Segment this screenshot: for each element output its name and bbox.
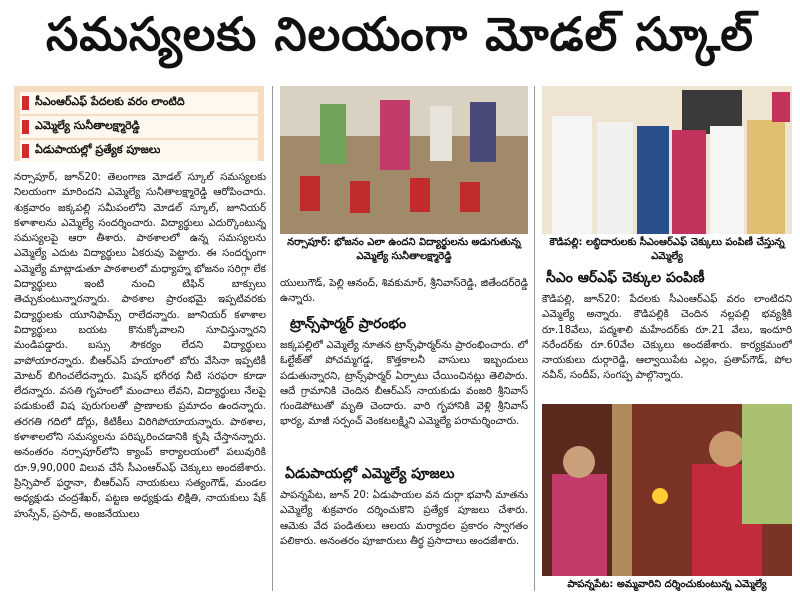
article-continuation-text: యులుగౌడ్, పెల్లి ఆనంద్, శివకుమార్, శ్రీనివాస్‌రెడ్డి, జితేందర్‌రెడ్డి ఉన్నారు. xyxy=(280,278,528,305)
cmrf-article xyxy=(542,292,792,400)
photo-students-caption: నర్సాపూర్: భోజనం ఎలా ఉందని విద్యార్థులను అడుగుతున్న ఎమ్మెల్యే సునీతాలక్ష్మారెడ్డి xyxy=(287,237,521,262)
photo-cheques-image xyxy=(542,86,792,234)
transformer-article xyxy=(280,338,528,458)
highlight-text: ఏడుపాయల్లో ప్రత్యేక పూజలు xyxy=(35,143,161,156)
column-divider xyxy=(272,86,273,591)
photo-students xyxy=(280,86,528,234)
highlight-text: ఎమ్మెల్యే సునీతాలక్ష్మారెడ్డి xyxy=(35,119,140,132)
cmrf-heading: సీఎం ఆర్ఎఫ్ చెక్కుల పంపిణీ xyxy=(546,270,705,286)
photo-cheques-caption: కౌడిపల్లి: లబ్ధిదారులకు సీఎంఆర్ఎఫ్ చెక్కులు పంపిణీ చేస్తున్న ఎమ్మెల్యే xyxy=(549,237,785,262)
article-main-text: నర్సాపూర్, జూన్20: తెలంగాణ మోడల్ స్కూల్ సమస్యలకు నిలయంగా మారిందని ఎమ్మెల్యే సునీతాలక్ష్మారెడ్డి ఆరోపించారు. శుక్రవారం జక్కపల్లి సమీపంలోని మోడల్ స్కూల్, జూనియర్ కళాశాలను ఎమ్మెల్యే సందర్శించారు. విద్యార్థులు ఎదుర్కొంటున్న సమస్యలపై ఆరా తీశారు. పాఠశాలలో ఉన్న సమస్యలను ఎమ్మెల్యే ఎదుట విద్యార్థులు ఏకరువు పెట్టారు. ఈ సందర్భంగా ఎమ్మెల్యే మాట్లాడుతూ పాఠశాలలో మధ్యాహ్న భోజనం సరిగ్గా లేక విద్యార్థులు ఇంటి నుంచి టిఫిన్ బాక్సులు తెచ్చుకుంటున్నారన్నారు. పాఠశాల ప్రారంభమై ఇప్పటివరకు విద్యార్థులకు యూనిఫామ్స్ రాలేదన్నారు. జూనియర్ కళాశాల విద్యార్థులు బయట కొనుక్కోవాలని సూచిస్తున్నారని మండిపడ్డారు. బస్సు సౌకర్యం లేదని విద్యార్థులు వాపోయారన్నారు. బీఆర్ఎస్ హయాంలో బోరు వేసినా ఇప్పటికీ మోటర్ బిగించలేదన్నారు. మిషన్ భగీరథ నీటి సరఫరా కూడా లేదన్నారు. వసతి గృహంలో మంచాలు లేవని, విద్యార్థులు నేలపై పడుకుంటే విష పురుగులతో ప్రాణాలకు ప్రమాదం ఉందన్నారు. తరగతి గదిలో డోర్లు, కిటికీలు విరిగిపోయాయన్నారు. పాఠశాల, కళాశాలలోని సమస్యలను పరిష్కరించడానికి కృషి చేస్తానన్నారు. అనంతరం నర్సాపూర్‌లోని క్యాంప్ కార్యాలయంలో పలువురికి రూ.9,90,000 విలువ చేసే సీఎంఆర్ఎఫ్ చెక్కులు అందజేశారు. ప్రిన్సిపాల్ ఫర్హానా, బీఆర్ఎస్ నాయకులు సత్యంగౌడ్, మండల అధ్యక్షుడు చంద్రశేఖర్, పట్టణ అధ్యక్షుడు లిక్షితి, నాయకులు షేక్ హుస్సేన్, ప్రసాద్, అంజనేయులు xyxy=(14,172,266,520)
article-continuation xyxy=(280,276,528,308)
transformer-heading: ట్రాన్స్‌ఫార్మర్ ప్రారంభం xyxy=(290,316,407,332)
photo-temple xyxy=(542,404,792,576)
highlight-item xyxy=(20,116,258,138)
photo-temple-caption: పాపన్నపేట: అమ్మవారిని దర్శించుకుంటున్న ఎమ్మెల్యే xyxy=(567,579,767,590)
column-divider xyxy=(534,86,535,591)
bullet-icon xyxy=(22,96,29,110)
photo-temple-image xyxy=(542,404,792,576)
pooja-article xyxy=(280,488,528,594)
pooja-heading: ఏడుపాయల్లో ఎమ్మెల్యే పూజలు xyxy=(285,466,455,482)
headline: సమస్యలకు నిలయంగా మోడల్ స్కూల్ xyxy=(45,7,755,61)
photo-cheques xyxy=(542,86,792,234)
highlight-text: సీఎంఆర్ఎఫ్ పేదలకు వరం లాంటిది xyxy=(35,95,185,108)
bullet-icon xyxy=(22,144,29,158)
pooja-article-text: పాపన్నపేట, జూన్ 20: ఏడుపాయల వన దుర్గా భవానీ మాతను ఎమ్మెల్యే శుక్రవారం దర్శించుకొని ప్రత్యేక పూజలు చేశారు. ఆమెకు వేద పండితులు ఆలయ మర్యాదల ప్రకారం స్వాగతం పలికారు. అనంతరం పూజారులు తీర్థ ప్రసాదాలు అందజేశారు. xyxy=(280,490,528,547)
bullet-icon xyxy=(22,120,29,134)
highlight-item xyxy=(20,92,258,114)
transformer-article-text: జక్కపల్లిలో ఎమ్మెల్యే నూతన ట్రాన్స్‌ఫార్మర్‌ను ప్రారంభించారు. లో ఓల్టేజ్‌తో పోచమ్మగడ్డ, కొత్తకాలనీ వాసులు ఇబ్బందులు పడుతున్నారని, ట్రాన్స్‌ఫార్మర్ ఏర్పాటు చేయించినట్లు తెలిపారు. ఆదే గ్రామానికి చెందిన బీఆర్ఎస్ నాయకుడు వంజరి శ్రీనివాస్ గుండెపోటుతో మృతి చెందారు. వారి గృహానికి వెళ్లి శ్రీనివాస్ భార్య, మాజీ సర్పంచ్ వెంకటలక్ష్మిని ఎమ్మెల్యే పరామర్శించారు. xyxy=(280,340,528,428)
article-main xyxy=(14,170,266,594)
highlights-box xyxy=(14,86,264,161)
photo-students-image xyxy=(280,86,528,234)
cmrf-article-text: కౌడిపల్లి, జూన్20: పేదలకు సీఎంఆర్ఎఫ్ వరం లాంటిదని ఎమ్మెల్యే అన్నారు. కౌడిపల్లికి చెందిన నల్లపల్లి భవ్యశ్రీకి రూ.18వేలు, పద్మశాలి మహేందర్‌కు రూ.21 వేలు, ఇందూరి నరేందర్‌కు రూ.60వేల చెక్కులు అందజేశారు. కార్యక్రమంలో నాయకులు దుర్గారెడ్డి, ఆల్వాయిపేట ఎల్లం, ప్రతాప్‌గౌడ్, పోల నవీన్, సందీప్, సంగప్ప పాల్గొన్నారు. xyxy=(542,294,792,382)
highlight-item xyxy=(20,140,258,162)
